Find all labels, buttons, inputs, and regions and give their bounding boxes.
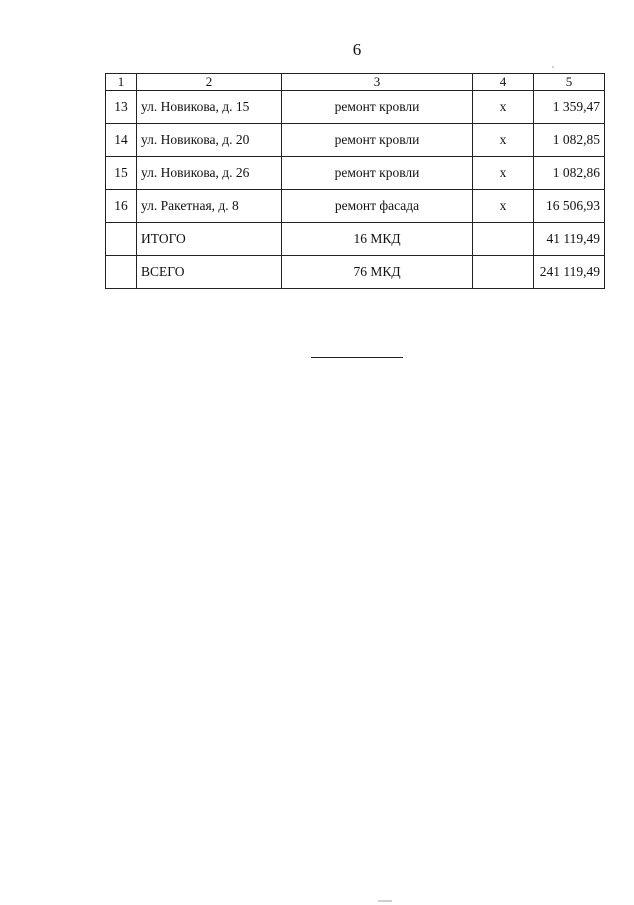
row-number: 14 bbox=[106, 124, 137, 157]
header-cell-4: 4 bbox=[473, 74, 534, 91]
row-work-type: ремонт кровли bbox=[282, 157, 473, 190]
row-sum: 1 359,47 bbox=[534, 91, 605, 124]
total-sum: 41 119,49 bbox=[534, 223, 605, 256]
total-count: 76 МКД bbox=[282, 256, 473, 289]
total-empty-cell bbox=[106, 223, 137, 256]
total-count: 16 МКД bbox=[282, 223, 473, 256]
row-address: ул. Новикова, д. 26 bbox=[137, 157, 282, 190]
table-header-row bbox=[106, 74, 605, 91]
table-row bbox=[106, 190, 605, 223]
scan-artifact bbox=[378, 900, 392, 902]
row-number: 15 bbox=[106, 157, 137, 190]
scan-artifact bbox=[552, 66, 554, 68]
row-sum: 1 082,86 bbox=[534, 157, 605, 190]
row-col4: x bbox=[473, 190, 534, 223]
works-table bbox=[105, 73, 605, 289]
row-number: 13 bbox=[106, 91, 137, 124]
total-sum: 241 119,49 bbox=[534, 256, 605, 289]
row-work-type: ремонт кровли bbox=[282, 91, 473, 124]
header-cell-1: 1 bbox=[106, 74, 137, 91]
total-empty-cell bbox=[106, 256, 137, 289]
header-cell-3: 3 bbox=[282, 74, 473, 91]
row-address: ул. Новикова, д. 20 bbox=[137, 124, 282, 157]
total-empty-cell bbox=[473, 223, 534, 256]
header-cell-2: 2 bbox=[137, 74, 282, 91]
total-empty-cell bbox=[473, 256, 534, 289]
total-label: ВСЕГО bbox=[137, 256, 282, 289]
row-address: ул. Новикова, д. 15 bbox=[137, 91, 282, 124]
row-col4: x bbox=[473, 91, 534, 124]
header-cell-5: 5 bbox=[534, 74, 605, 91]
table-row bbox=[106, 124, 605, 157]
row-col4: x bbox=[473, 124, 534, 157]
total-label: ИТОГО bbox=[137, 223, 282, 256]
table-row bbox=[106, 91, 605, 124]
total-row-vsego bbox=[106, 256, 605, 289]
table-row bbox=[106, 157, 605, 190]
row-work-type: ремонт кровли bbox=[282, 124, 473, 157]
end-of-document-line bbox=[311, 357, 403, 358]
total-row-itogo bbox=[106, 223, 605, 256]
row-address: ул. Ракетная, д. 8 bbox=[137, 190, 282, 223]
row-sum: 16 506,93 bbox=[534, 190, 605, 223]
page-number: 6 bbox=[352, 40, 362, 59]
row-sum: 1 082,85 bbox=[534, 124, 605, 157]
row-number: 16 bbox=[106, 190, 137, 223]
row-col4: x bbox=[473, 157, 534, 190]
row-work-type: ремонт фасада bbox=[282, 190, 473, 223]
